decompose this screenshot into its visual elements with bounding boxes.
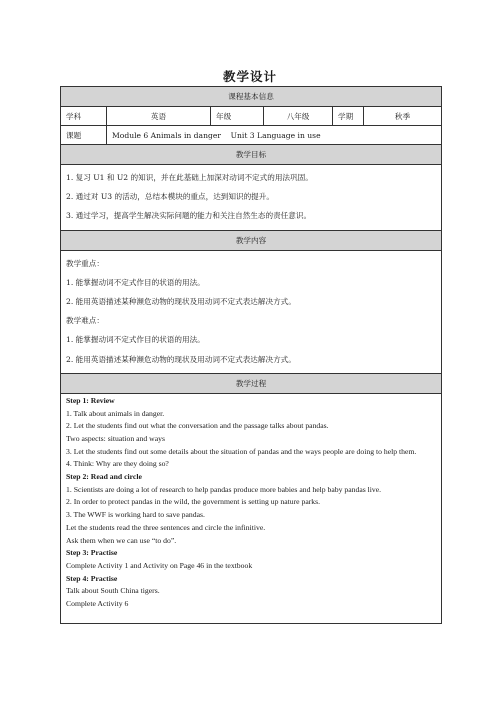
process-line: 2. Let the students find out what the conversation and the passage talks about pandas. [66, 421, 329, 431]
process-line: Talk about South China tigers. [66, 586, 160, 596]
difficult-point-item: 1. 能掌握动词不定式作目的状语的用法。 [66, 335, 205, 345]
term-value: 秋季 [364, 107, 442, 126]
objective-item: 1. 复习 U1 和 U2 的知识，并在此基础上加深对动词不定式的用法巩固。 [66, 173, 313, 182]
term-label: 学期 [333, 107, 364, 126]
step-heading: Step 1: Review [66, 395, 115, 405]
process-cell [61, 393, 442, 623]
step-heading: Step 3: Practise [66, 548, 118, 558]
process-line: 2. In order to protect pandas in the wild, the government is setting up nature parks. [66, 497, 321, 507]
step-heading: Step 2: Read and circle [66, 472, 142, 482]
section-header-process: 教学过程 [61, 373, 442, 393]
process-line: Complete Activity 1 and Activity on Page 46 in the textbook [66, 560, 253, 570]
process-line: 1. Talk about animals in danger. [66, 408, 165, 418]
section-header-content: 教学内容 [61, 230, 442, 250]
subject-label: 学科 [61, 107, 107, 126]
section-header-objectives: 教学目标 [61, 145, 442, 165]
step-heading: Step 4: Practise [66, 573, 118, 583]
process-line: Complete Activity 6 [66, 599, 129, 609]
key-point-item: 2. 能用英语描述某种濒危动物的现状及用动词不定式表达解决方式。 [66, 297, 296, 307]
topic-value: Module 6 Animals in danger Unit 3 Language in use [107, 126, 442, 145]
process-line: 4. Think: Why are they doing so? [66, 459, 169, 469]
process-line: 3. The WWF is working hard to save pandas. [66, 510, 205, 520]
lesson-plan-table [60, 86, 442, 624]
topic-label: 课题 [61, 126, 107, 145]
process-line: 3. Let the students find out some details about the situation of pandas and the ways people are doing to help them. [66, 446, 417, 456]
objectives-cell [61, 165, 442, 231]
key-points-label: 教学重点： [66, 258, 104, 268]
subject-value: 英语 [107, 107, 211, 126]
page-title: 教学设计 [222, 69, 277, 84]
objective-item: 2. 通过对 U3 的活动，总结本模块的重点，达到知识的提升。 [66, 192, 274, 202]
process-line: Two aspects: situation and ways [66, 433, 165, 443]
process-line: Ask them when we can use “to do”. [66, 535, 177, 545]
difficult-points-label: 教学难点： [66, 316, 104, 326]
content-cell [61, 250, 442, 373]
difficult-point-item: 2. 能用英语描述某种濒危动物的现状及用动词不定式表达解决方式。 [66, 354, 296, 364]
process-line: 1. Scientists are doing a lot of research to help pandas produce more babies and help baby pandas live. [66, 484, 382, 494]
grade-label: 年级 [211, 107, 264, 126]
objective-item: 3. 通过学习，提高学生解决实际问题的能力和关注自然生态的责任意识。 [66, 211, 312, 221]
section-header-basic-info: 课程基本信息 [61, 87, 442, 107]
grade-value: 八年级 [264, 107, 333, 126]
process-line: Let the students read the three sentences and circle the infinitive. [66, 522, 266, 532]
key-point-item: 1. 能掌握动词不定式作目的状语的用法。 [66, 277, 205, 287]
